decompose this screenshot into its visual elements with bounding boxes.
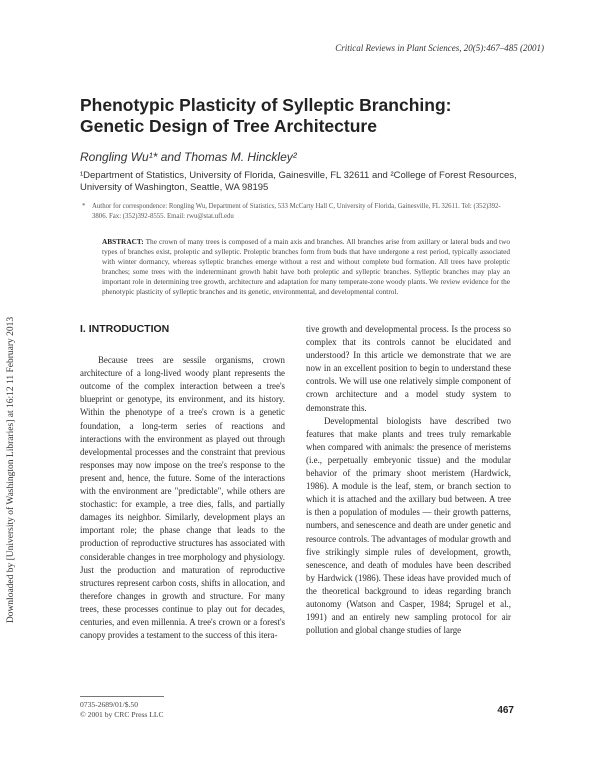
intro-paragraph-2: Developmental biologists have described two features that make plants and trees truly remarkable when compared with animals: the presence of meristems (i.e., perpetually embryonic tissue) and the modular behavior of the primary shoot meristem (Hardwick, 1986). A module is the leaf, stem, or branch section to which it is attached and the axillary bud between. A tree is then a population of modules — their growth patterns, numbers, and senescence and death are under genetic and resource controls. The advantages of modular growth and five strikingly simple rules of development, growth, senescence, and death of modules have been described by Hardwick (1986). These ideas have provided much of the theoretical background to ideas regarding branch autonomy (Watson and Casper, 1984; Sprugel et al., 1991) and an entirely new sampling protocol for air pollution and global change studies of large — [306, 415, 511, 636]
correspondence-note — [82, 202, 502, 221]
affiliations — [80, 170, 540, 193]
section-heading-introduction: I. INTRODUCTION — [80, 323, 170, 335]
download-stamp — [4, 260, 18, 680]
intro-paragraph-1-continued: tive growth and developmental process. Is the process so complex that its controls cannot be elucidated and understood? In this article we demonstrate that we are now in an excellent position to begin to understand these controls. We will use one relatively simple component of crown architecture and a model study system to demonstrate this. — [306, 324, 511, 413]
left-column — [80, 323, 285, 642]
right-column — [306, 323, 511, 637]
title-line-2: Genetic Design of Tree Architecture — [80, 116, 377, 136]
abstract-text: The crown of many trees is composed of a main axis and branches. All branches arise from axillary or lateral buds and two types of branches exist, proleptic and sylleptic. Proleptic branches form from buds that have undergone a rest period, typically associated with winter dormancy, whereas sylleptic branches emerge without a rest and without complete bud formation. All trees have proleptic branches; some trees with the indeterminant growth habit have both proleptic and sylleptic branches. Sylleptic branches may play an important role in determining tree growth, architecture and adaptation for many temperate-zone woody plants. We review evidence for the phenotypic plasticity of sylleptic branches and its genetic, environmental, and developmental control. — [102, 237, 510, 296]
journal-header: Critical Reviews in Plant Sciences, 20(5):467–485 (2001) — [335, 43, 544, 53]
authors: Rongling Wu¹* and Thomas M. Hinckley² — [80, 150, 297, 164]
article-title — [80, 95, 540, 137]
correspondence-mark: * — [82, 203, 86, 210]
issn-code: 0735-2689/01/$.50 — [80, 700, 139, 709]
copyright-block — [80, 700, 164, 720]
intro-paragraph-1: Because trees are sessile organisms, crown architecture of a long-lived woody plant represents the outcome of the complex interaction between a tree's blueprint or genotype, its environment, and its history. Within the phenotype of a tree's crown is a genetic foundation, a long-term series of reactions and interactions with the environment as played out through developmental processes and the constraint that previous responses may now impose on the tree's response to the present and, hence, the future. Some of the interactions with the environment are "predictable", while others are stochastic: for example, a tree dies, falls, and partially damages its neighbor. Similarly, development plays an important role; the phase change that leads to the production of reproductive structures has associated with considerable changes in tree morphology and physiology. Just the production and maturation of reproductive structures represent carbon costs, shifts in allocation, and therefore changes in growth and structure. For many trees, these processes continue to play out for decades, centuries, and even millennia. A tree's crown or a forest's canopy provides a testament to the success of this itera- — [80, 355, 285, 641]
footnote-rule — [80, 696, 164, 697]
copyright-notice: © 2001 by CRC Press LLC — [80, 710, 164, 719]
abstract — [102, 237, 510, 296]
affiliation-line-1: ¹Department of Statistics, University of Florida, Gainesville, FL 32611 and ²College of Forest Resources, — [80, 170, 517, 181]
correspondence-text: Author for correspondence: Rongling Wu, Department of Statistics, 533 McCarty Hall C, University of Florida, Gainesville, FL 32611. Tel: (352)392-3806. Fax: (352)392-8555. Email: rwu@stat.ufl.edu — [92, 203, 501, 220]
download-stamp-text: Downloaded by [University of Washington Libraries] at 16:12 11 February 2013 — [6, 316, 16, 624]
title-line-1: Phenotypic Plasticity of Sylleptic Branching: — [80, 95, 452, 115]
abstract-label: ABSTRACT: — [102, 237, 144, 246]
affiliation-line-2: University of Washington, Seattle, WA 98195 — [80, 181, 269, 193]
page-number: 467 — [497, 705, 514, 716]
